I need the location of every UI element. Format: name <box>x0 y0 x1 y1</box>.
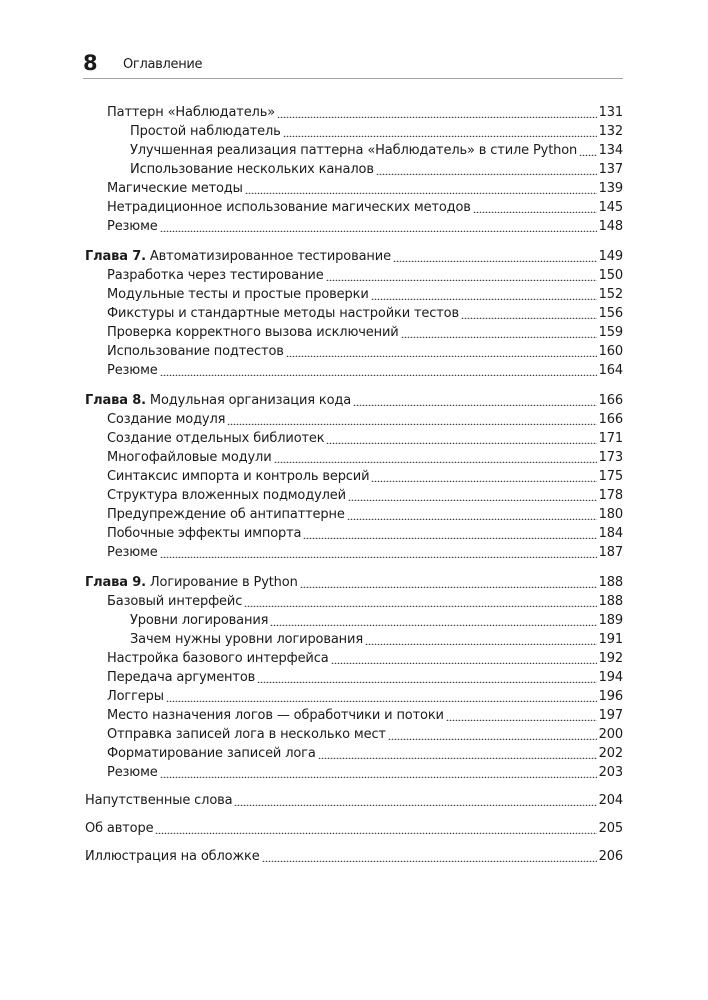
dot-leader <box>160 768 597 778</box>
entry-title: Базовый интерфейс <box>107 594 243 609</box>
toc-entry[interactable] <box>85 792 623 810</box>
entry-page-number: 148 <box>598 219 623 234</box>
toc-entry[interactable] <box>107 305 623 323</box>
running-header-title: Оглавление <box>123 57 203 72</box>
entry-title: Модульная организация кода <box>149 393 352 408</box>
toc-entry[interactable] <box>107 726 623 744</box>
entry-page-number: 202 <box>598 746 623 761</box>
toc-entry[interactable] <box>107 525 623 543</box>
entry-title: Нетрадиционное использование магических методов <box>107 200 471 215</box>
toc-entry[interactable] <box>107 506 623 524</box>
entry-page-number: 166 <box>598 393 623 408</box>
dot-leader <box>270 616 596 626</box>
entry-title: Создание модуля <box>107 412 226 427</box>
dot-leader <box>393 252 597 262</box>
entry-title: Резюме <box>107 219 158 234</box>
toc-entry[interactable] <box>107 430 623 448</box>
toc-entry[interactable] <box>85 848 623 866</box>
entry-title: Синтаксис импорта и контроль версий <box>107 469 370 484</box>
toc-entry[interactable] <box>85 820 623 838</box>
dot-leader <box>244 597 596 607</box>
entry-title: Передача аргументов <box>107 670 256 685</box>
entry-page-number: 152 <box>598 287 623 302</box>
entry-page-number: 137 <box>598 162 623 177</box>
toc-entry[interactable] <box>107 468 623 486</box>
entry-page-number: 145 <box>598 200 623 215</box>
chapter-number: Глава 7. <box>85 249 146 264</box>
dot-leader <box>365 635 597 645</box>
toc-entry[interactable] <box>107 745 623 763</box>
entry-title: Структура вложенных подмодулей <box>107 488 346 503</box>
entry-page-number: 171 <box>598 431 623 446</box>
dot-leader <box>257 673 596 683</box>
entry-page-number: 194 <box>598 670 623 685</box>
entry-page-number: 178 <box>598 488 623 503</box>
toc-entry[interactable] <box>107 487 623 505</box>
entry-page-number: 188 <box>598 575 623 590</box>
toc-entry[interactable] <box>130 142 623 160</box>
chapter-number: Глава 9. <box>85 575 146 590</box>
dot-leader <box>160 366 597 376</box>
entry-page-number: 164 <box>598 363 623 378</box>
entry-title: Использование нескольких каналов <box>130 162 374 177</box>
dot-leader <box>274 453 597 463</box>
toc-entry[interactable] <box>107 411 623 429</box>
toc-entry[interactable] <box>130 612 623 630</box>
dot-leader <box>286 347 597 357</box>
toc-entry[interactable] <box>107 267 623 285</box>
dot-leader <box>371 290 597 300</box>
entry-title: Резюме <box>107 545 158 560</box>
toc-entry[interactable] <box>107 362 623 380</box>
entry-page-number: 131 <box>598 105 623 120</box>
entry-title: Разработка через тестирование <box>107 268 324 283</box>
entry-page-number: 200 <box>598 727 623 742</box>
toc-entry[interactable] <box>107 286 623 304</box>
dot-leader <box>166 692 597 702</box>
toc-entry[interactable] <box>107 764 623 782</box>
entry-page-number: 166 <box>598 412 623 427</box>
entry-title: Проверка корректного вызова исключений <box>107 325 399 340</box>
entry-page-number: 196 <box>598 689 623 704</box>
entry-page-number: 203 <box>598 765 623 780</box>
entry-page-number: 204 <box>598 793 623 808</box>
toc-entry[interactable] <box>130 123 623 141</box>
dot-leader <box>579 146 596 156</box>
toc-chapter-entry[interactable] <box>85 248 623 266</box>
entry-title: Улучшенная реализация паттерна «Наблюдатель» в стиле Python <box>130 143 578 158</box>
dot-leader <box>461 309 597 319</box>
toc-entry[interactable] <box>107 324 623 342</box>
entry-title: Побочные эффекты импорта <box>107 526 302 541</box>
entry-page-number: 150 <box>598 268 623 283</box>
toc-entry[interactable] <box>107 669 623 687</box>
dot-leader <box>353 396 597 406</box>
chapter-number: Глава 8. <box>85 393 146 408</box>
toc-entry[interactable] <box>107 688 623 706</box>
dot-leader <box>326 271 597 281</box>
entry-title: Резюме <box>107 765 158 780</box>
dot-leader <box>160 548 597 558</box>
toc-entry[interactable] <box>130 631 623 649</box>
toc-chapter-entry[interactable] <box>85 392 623 410</box>
entry-title: Форматирование записей лога <box>107 746 316 761</box>
toc-entry[interactable] <box>130 161 623 179</box>
entry-title: Настройка базового интерфейса <box>107 651 329 666</box>
entry-title: Логирование в Python <box>149 575 298 590</box>
entry-title: Уровни логирования <box>130 613 269 628</box>
dot-leader <box>303 529 596 539</box>
entry-page-number: 206 <box>598 849 623 864</box>
entry-page-number: 139 <box>598 181 623 196</box>
dot-leader <box>227 415 596 425</box>
entry-title: Автоматизированное тестирование <box>149 249 391 264</box>
entry-title: Отправка записей лога в несколько мест <box>107 727 386 742</box>
entry-title: Об авторе <box>85 821 154 836</box>
entry-title: Логгеры <box>107 689 164 704</box>
entry-title: Фикстуры и стандартные методы настройки тестов <box>107 306 459 321</box>
entry-title: Иллюстрация на обложке <box>85 849 260 864</box>
entry-title: Предупреждение об антипаттерне <box>107 507 345 522</box>
entry-page-number: 189 <box>598 613 623 628</box>
entry-page-number: 159 <box>598 325 623 340</box>
dot-leader <box>318 749 597 759</box>
toc-entry[interactable] <box>107 104 623 122</box>
entry-page-number: 188 <box>598 594 623 609</box>
dot-leader <box>348 491 597 501</box>
entry-title: Магические методы <box>107 181 243 196</box>
entry-title: Создание отдельных библиотек <box>107 431 325 446</box>
entry-page-number: 197 <box>598 708 623 723</box>
dot-leader <box>326 434 596 444</box>
entry-title: Многофайловые модули <box>107 450 272 465</box>
entry-title: Использование подтестов <box>107 344 284 359</box>
dot-leader <box>331 654 597 664</box>
dot-leader <box>262 852 597 862</box>
dot-leader <box>388 730 597 740</box>
entry-page-number: 175 <box>598 469 623 484</box>
toc-entry[interactable] <box>107 650 623 668</box>
page-number: 8 <box>83 51 98 75</box>
toc-entry[interactable] <box>107 180 623 198</box>
toc-entry[interactable] <box>107 449 623 467</box>
dot-leader <box>376 165 597 175</box>
entry-page-number: 184 <box>598 526 623 541</box>
dot-leader <box>446 711 597 721</box>
dot-leader <box>155 824 596 834</box>
toc-entry[interactable] <box>107 544 623 562</box>
entry-page-number: 205 <box>598 821 623 836</box>
entry-page-number: 173 <box>598 450 623 465</box>
entry-page-number: 192 <box>598 651 623 666</box>
dot-leader <box>371 472 596 482</box>
entry-title: Простой наблюдатель <box>130 124 281 139</box>
toc-entry[interactable] <box>107 593 623 611</box>
toc-entry[interactable] <box>107 218 623 236</box>
entry-title: Модульные тесты и простые проверки <box>107 287 369 302</box>
toc-entry[interactable] <box>107 199 623 217</box>
entry-title: Место назначения логов — обработчики и потоки <box>107 708 444 723</box>
dot-leader <box>473 203 597 213</box>
dot-leader <box>234 796 596 806</box>
entry-title: Резюме <box>107 363 158 378</box>
entry-page-number: 149 <box>598 249 623 264</box>
dot-leader <box>283 127 597 137</box>
entry-page-number: 187 <box>598 545 623 560</box>
toc-entry[interactable] <box>107 343 623 361</box>
entry-title: Напутственные слова <box>85 793 233 808</box>
dot-leader <box>160 222 597 232</box>
entry-page-number: 191 <box>598 632 623 647</box>
entry-title: Паттерн «Наблюдатель» <box>107 105 276 120</box>
dot-leader <box>277 108 597 118</box>
entry-page-number: 180 <box>598 507 623 522</box>
entry-page-number: 156 <box>598 306 623 321</box>
entry-title: Зачем нужны уровни логирования <box>130 632 364 647</box>
dot-leader <box>347 510 597 520</box>
entry-page-number: 160 <box>598 344 623 359</box>
dot-leader <box>401 328 597 338</box>
entry-page-number: 132 <box>598 124 623 139</box>
dot-leader <box>245 184 597 194</box>
entry-page-number: 134 <box>598 143 623 158</box>
toc-entry[interactable] <box>107 707 623 725</box>
dot-leader <box>300 578 597 588</box>
toc-chapter-entry[interactable] <box>85 574 623 592</box>
